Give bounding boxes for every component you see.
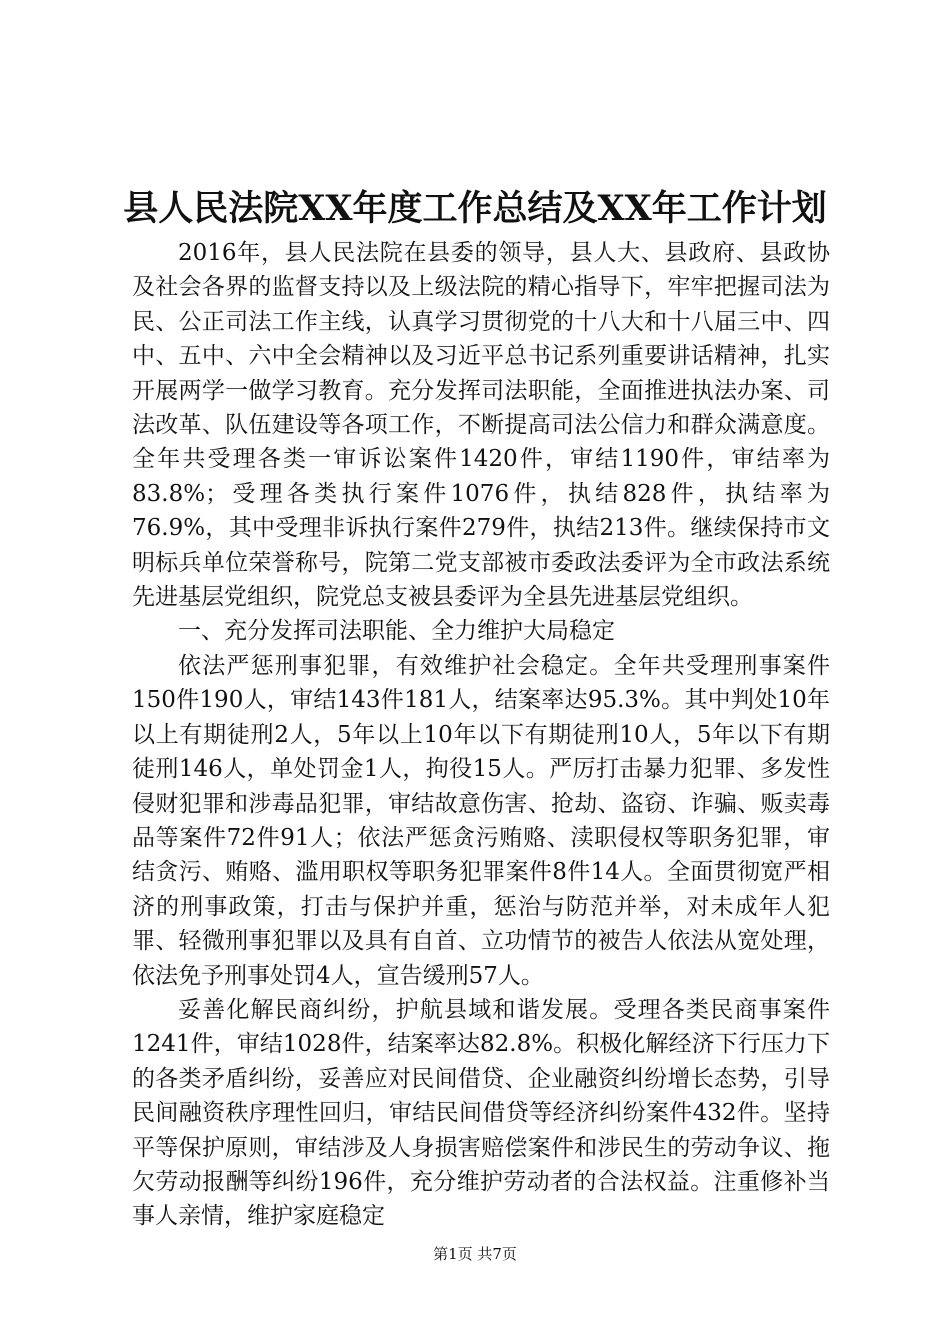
page-number: 第1页 共7页 [433, 1245, 517, 1263]
paragraph-civil: 妥善化解民商纠纷，护航县域和谐发展。受理各类民商事案件1241件，审结1028件，结案率达82.8%。积极化解经济下行压力下的各类矛盾纠纷，妥善应对民间借贷、企业融资纠纷增长态势，引导民间融资秩序理性回归，审结民间借贷等经济纠纷案件432件。坚持平等保护原则，审结涉及人身损害赔偿案件和涉民生的劳动争议、拖欠劳动报酬等纠纷196件，充分维护劳动者的合法权益。注重修补当事人亲情，维护家庭稳定 [132, 996, 830, 1230]
paragraph-criminal: 依法严惩刑事犯罪，有效维护社会稳定。全年共受理刑事案件150件190人，审结143件181人，结案率达95.3%。其中判处10年以上有期徒刑2人，5年以上10年以下有期徒刑10人，5年以下有期徒刑146人，单处罚金1人，拘役15人。严厉打击暴力犯罪、多发性侵财犯罪和涉毒品犯罪，审结故意伤害、抢劫、盗窃、诈骗、贩卖毒品等案件72件91人；依法严惩贪污贿赂、渎职侵权等职务犯罪，审结贪污、贿赂、滥用职权等职务犯罪案件8件14人。全面贯彻宽严相济的刑事政策，打击与保护并重，惩治与防范并举，对未成年人犯罪、轻微刑事犯罪以及具有自首、立功情节的被告人依法从宽处理，依法免予刑事处罚4人，宣告缓刑57人。 [132, 652, 830, 989]
paragraph-intro: 2016年，县人民法院在县委的领导，县人大、县政府、县政协及社会各界的监督支持以及上级法院的精心指导下，牢牢把握司法为民、公正司法工作主线，认真学习贯彻党的十八大和十八届三中、四中、五中、六中全会精神以及习近平总书记系列重要讲话精神，扎实开展两学一做学习教育。充分发挥司法职能，全面推进执法办案、司法改革、队伍建设等各项工作，不断提高司法公信力和群众满意度。全年共受理各类一审诉讼案件1420件，审结1190件，审结率为83.8%；受理各类执行案件1076件，执结828件，执结率为76.9%，其中受理非诉执行案件279件，执结213件。继续保持市文明标兵单位荣誉称号，院第二党支部被市委政法委评为全市政法系统先进基层党组织，院党总支被县委评为全县先进基层党组织。 [132, 240, 830, 611]
document-body [132, 236, 830, 1234]
section-heading-1: 一、充分发挥司法职能、全力维护大局稳定 [178, 618, 615, 645]
document-title: 县人民法院XX年度工作总结及XX年工作计划 [123, 188, 827, 229]
